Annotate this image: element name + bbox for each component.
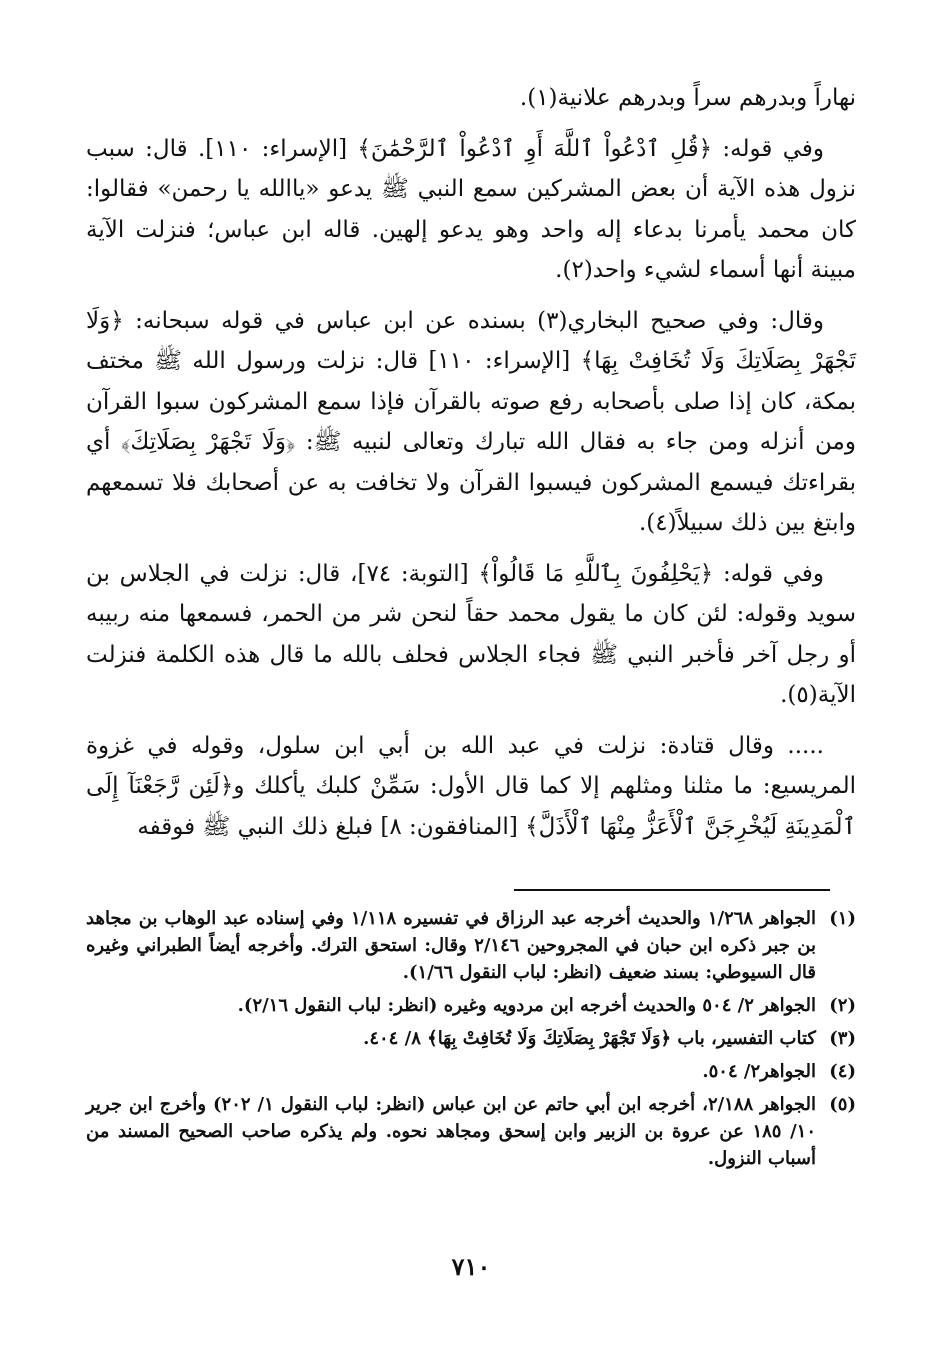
footnote-text: الجواهر ٢/١٨٨، أخرجه ابن أبي حاتم عن ابن عباس (انظر: لباب النقول ١/ ٢٠٢) وأخرج ابن جرير ١٠/ ١٨٥ عن عروة بن الزبير وابن إسحق ومجاهد نحوه. ولم يذكره صاحب الصحيح المسند من أسباب النزول. [86, 1094, 816, 1169]
footnote-3 [86, 1025, 856, 1052]
footnote-1 [86, 905, 856, 986]
footnote-text: كتاب التفسير، باب ﴿وَلَا تَجْهَرْ بِصَلَاتِكَ وَلَا تُخَافِتْ بِهَا﴾ ٨/ ٤٠٤. [363, 1028, 816, 1049]
footnote-number: (٢) [829, 995, 856, 1016]
body-text [86, 78, 856, 847]
page-number: ٧١٠ [451, 1252, 491, 1281]
footnote-text: الجواهر٢/ ٥٠٤. [702, 1061, 816, 1082]
footnote-number: (١) [829, 908, 856, 929]
footnote-number: (٥) [829, 1094, 856, 1115]
paragraph-1: نهاراً وبدرهم سراً وبدرهم علانية(١). [519, 85, 856, 111]
footnote-4 [86, 1058, 856, 1085]
footnote-number: (٤) [829, 1061, 856, 1082]
paragraph-5: ..... وقال قتادة: نزلت في عبد الله بن أبي ابن سلول، وقوله في غزوة المريسيع: ما مثلنا ومثلهم إلا كما قال الأول: سَمِّنْ كلبك يأكلك و﴿لَئِن رَّجَعْنَآ إِلَى ٱلْمَدِينَةِ لَيُخْرِجَنَّ ٱلْأَعَزُّ مِنْهَا ٱلْأَذَلَّ﴾ [المنافقون: ٨] فبلغ ذلك النبي ﷺ فوقفه [86, 732, 856, 840]
paragraph-4: وفي قوله: ﴿يَحْلِفُونَ بِٱللَّهِ مَا قَالُواْ﴾ [التوبة: ٧٤]، قال: نزلت في الجلاس بن سويد وقوله: لئن كان ما يقول محمد حقاً لنحن شر من الحمر، فسمعها منه ربيبه أو رجل آخر فأخبر النبي ﷺ فجاء الجلاس فحلف بالله ما قال هذه الكلمة فنزلت الآية(٥). [86, 560, 856, 708]
footnote-2 [86, 992, 856, 1019]
footnote-text: الجواهر ٢/ ٥٠٤ والحديث أخرجه ابن مردويه وغيره (انظر: لباب النقول ٢/١٦). [237, 995, 816, 1016]
paragraph-3: وقال: وفي صحيح البخاري(٣) بسنده عن ابن عباس في قوله سبحانه: ﴿وَلَا تَجْهَرْ بِصَلَاتِكَ وَلَا تُخَافِتْ بِهَا﴾ [الإسراء: ١١٠] قال: نزلت ورسول الله ﷺ مختف بمكة، كان إذا صلى بأصحابه رفع صوته بالقرآن فإذا سمع المشركون سبوا القرآن ومن أنزله ومن جاء به فقال الله تبارك وتعالى لنبيه ﷺ: ﴿وَلَا تَجْهَرْ بِصَلَاتِكَ﴾ أي بقراءتك فيسمع المشركون فيسبوا القرآن ولا تخافت به عن أصحابك فلا تسمعهم وابتغ بين ذلك سبيلاً(٤). [86, 307, 856, 536]
footnote-text: الجواهر ١/٢٦٨ والحديث أخرجه عبد الرزاق في تفسيره ١/١١٨ وفي إسناده عبد الوهاب بن مجاهد بن جبر ذكره ابن حبان في المجروحين ٢/١٤٦ وقال: استحق الترك. وأخرجه أيضاً الطبراني وغيره قال السيوطي: بسند ضعيف (انظر: لباب النقول ١/٦٦). [86, 908, 816, 983]
footnote-separator [514, 889, 830, 891]
paragraph-2: وفي قوله: ﴿قُلِ ٱدْعُواْ ٱللَّهَ أَوِ ٱدْعُواْ ٱلرَّحْمَٰنَ﴾ [الإسراء: ١١٠]. قال: سبب نزول هذه الآية أن بعض المشركين سمع النبي ﷺ يدعو «ياالله يا رحمن» فقالوا: كان محمد يأمرنا بدعاء إله واحد وهو يدعو إلهين. قاله ابن عباس؛ فنزلت الآية مبينة أنها أسماء لشيء واحد(٢). [86, 135, 856, 283]
footnote-number: (٣) [829, 1028, 856, 1049]
footnotes [86, 905, 856, 1178]
main-text [86, 78, 856, 857]
footnote-5 [86, 1091, 856, 1172]
